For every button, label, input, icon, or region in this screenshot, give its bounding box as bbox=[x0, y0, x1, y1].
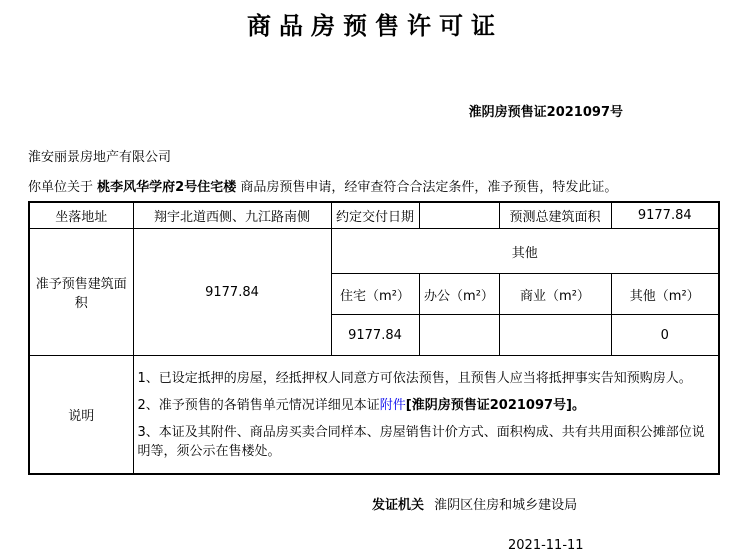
note-2-prefix: 2、准予预售的各销售单元情况详细见本证 bbox=[137, 397, 380, 413]
col-commercial: 商业（m²） bbox=[499, 274, 611, 315]
delivery-label: 约定交付日期 bbox=[331, 202, 419, 229]
location-value: 翔宇北道西侧、九江路南侧 bbox=[133, 202, 331, 229]
permit-number: 淮阴房预售证2021097号 bbox=[468, 105, 623, 120]
val-residential: 9177.84 bbox=[331, 315, 419, 356]
note-2 bbox=[138, 396, 715, 415]
table-row bbox=[29, 356, 719, 475]
val-commercial bbox=[499, 315, 611, 356]
note-1: 1、已设定抵押的房屋，经抵押权人同意方可依法预售，且预售人应当将抵押事实告知预购房人。 bbox=[137, 370, 692, 386]
note-2-suffix: [淮阴房预售证2021097号]。 bbox=[405, 397, 585, 413]
col-other: 其他（m²） bbox=[611, 274, 719, 315]
location-label: 坐落地址 bbox=[29, 202, 133, 229]
other-label: 其他 bbox=[331, 229, 719, 274]
notes-cell bbox=[133, 356, 719, 475]
note-3: 3、本证及其附件、商品房买卖合同样本、房屋销售计价方式、面积构成、共有共用面积公摊部位说明等，须公示在售楼处。 bbox=[137, 424, 705, 459]
est-area-value: 9177.84 bbox=[611, 202, 719, 229]
intro-suffix: 商品房预售申请，经审查符合合法定条件，准予预售，特发此证。 bbox=[240, 180, 618, 195]
attachment-link[interactable]: 附件 bbox=[379, 397, 406, 413]
est-area-label: 预测总建筑面积 bbox=[499, 202, 611, 229]
issuer-label: 发证机关 bbox=[372, 498, 425, 513]
intro-text bbox=[28, 176, 617, 195]
approved-area-label: 准予预售建筑面积 bbox=[29, 229, 133, 356]
col-residential: 住宅（m²） bbox=[331, 274, 419, 315]
delivery-value bbox=[419, 202, 499, 229]
issue-date: 2021-11-11 bbox=[508, 538, 584, 553]
col-office: 办公（m²） bbox=[419, 274, 499, 315]
issuer bbox=[372, 494, 577, 513]
table-row bbox=[29, 202, 719, 229]
notes-label: 说明 bbox=[29, 356, 133, 475]
approved-area-value: 9177.84 bbox=[133, 229, 331, 356]
table-row bbox=[29, 229, 719, 274]
issuer-value: 淮阴区住房和城乡建设局 bbox=[434, 498, 578, 513]
val-other: 0 bbox=[611, 315, 719, 356]
val-office bbox=[419, 315, 499, 356]
intro-prefix: 你单位关于 bbox=[28, 180, 94, 195]
project-name: 桃李风华学府2号住宅楼 bbox=[97, 180, 237, 195]
permit-table bbox=[28, 201, 720, 475]
company-name: 淮安丽景房地产有限公司 bbox=[28, 150, 172, 165]
document-title: 商品房预售许可证 bbox=[247, 12, 503, 40]
